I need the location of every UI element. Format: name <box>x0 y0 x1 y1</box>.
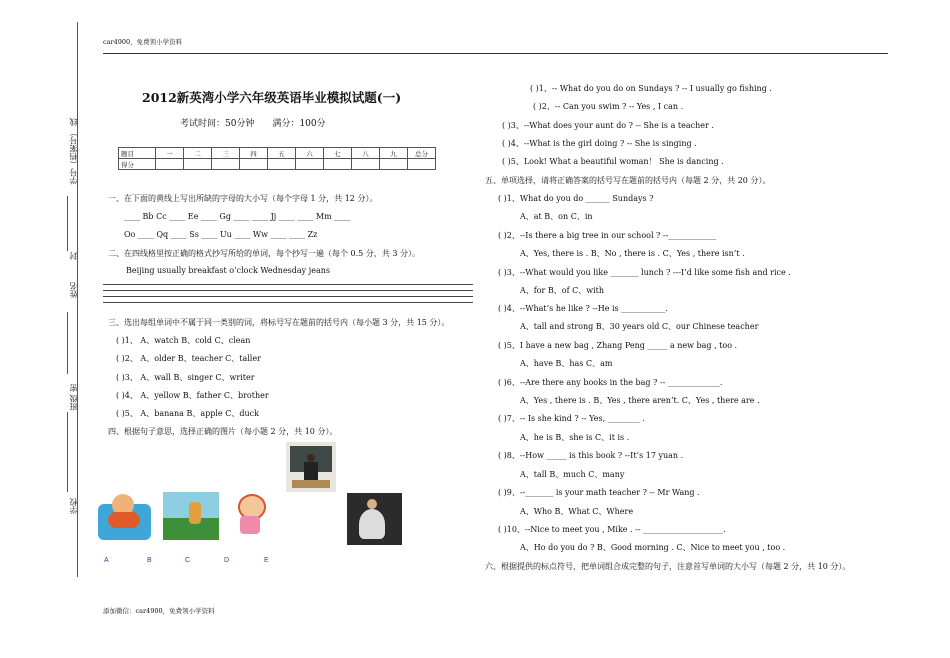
section5-options: A、for B、of C、with <box>520 286 605 295</box>
picture-label-c: C <box>185 557 191 564</box>
binding-rule <box>67 412 68 492</box>
score-table-score-row: 得分 <box>119 159 436 170</box>
binding-name-label: 姓名 <box>69 282 78 298</box>
section5-options: A、tall B、much C、many <box>520 470 625 479</box>
binding-line <box>77 22 78 577</box>
section5-options: A、Yes, there is . B、No , there is . C、Yes , there isn’t . <box>520 249 745 258</box>
picture-label-b: B <box>147 557 152 564</box>
section5-question: ( )9、--_______ is your math teacher ? -- Mr Wang . <box>498 488 700 497</box>
section5-options: A、Who B、What C、Where <box>520 507 634 516</box>
section5-options: A、Ho do you do ? B、Good morning . C、Nice to meet you , too . <box>520 543 786 552</box>
picture-label-a: A <box>104 557 109 564</box>
section4-heading: 四、根据句子意思，选择正确的图片（每小题 2 分，共 10 分）。 <box>108 427 338 436</box>
section4-item: ( )1、-- What do you do on Sundays ? -- I usually go fishing . <box>530 84 772 93</box>
section3-item: ( )2、 A、older B、teacher C、taller <box>116 354 261 363</box>
dancing-woman-picture <box>347 493 402 545</box>
section4-item: ( )4、--What is the girl doing ? -- She is singing . <box>502 139 697 148</box>
top-note: car4900，免费领小学资料 <box>103 38 183 46</box>
bottom-note: 添加微信：car4900，免费领小学资料 <box>103 607 215 615</box>
section4-item: ( )5、Look! What a beautiful woman！ She is dancing . <box>502 157 724 166</box>
section1-line2: Oo ____ Qq ____ Ss ____ Uu ____ Ww ____ ____ Zz <box>124 230 318 239</box>
binding-school-label: 学校 <box>69 498 78 514</box>
section5-question: ( )2、--Is there a big tree in our school ? --____________ <box>498 231 717 240</box>
section5-options: A、have B、has C、am <box>520 359 613 368</box>
section3-item: ( )4、 A、yellow B、father C、brother <box>116 391 269 400</box>
section2-heading: 二、在四线格里按正确的格式抄写所给的单词，每个抄写一遍（每个 0.5 分，共 3 分）。 <box>108 249 420 258</box>
binding-rule <box>67 196 68 251</box>
section5-options: A、Yes , there is . B、Yes , there aren’t. C、Yes , there are . <box>520 396 760 405</box>
picture-label-e: E <box>264 557 269 564</box>
picture-label-d: D <box>224 557 230 564</box>
teacher-picture <box>286 442 336 492</box>
exam-subtitle: 考试时间：50分钟 满分：100分 <box>180 119 326 129</box>
section5-options: A、tall and strong B、30 years old C、our Chinese teacher <box>520 322 759 331</box>
section1-line1: ____ Bb Cc ____ Ee ____ Gg ____ ____ Jj ____ ____ Mm ____ <box>124 212 351 221</box>
fishing-picture <box>163 492 219 540</box>
section4-item: ( )3、--What does your aunt do ? -- She is a teacher . <box>502 121 714 130</box>
section5-question: ( )3、--What would you like _______ lunch ? ---I’d like some fish and rice . <box>498 268 791 277</box>
binding-line2-label: 封 <box>69 252 78 260</box>
section2-words: Beijing usually breakfast o’clock Wednesday jeans <box>126 266 330 275</box>
section3-item: ( )1、 A、watch B、cold C、clean <box>116 336 251 345</box>
section4-item: ( )2、-- Can you swim ? -- Yes , I can . <box>533 102 684 111</box>
section5-heading: 五、单项选择，请将正确答案的括号写在题前的括号内（每题 2 分，共 20 分）。 <box>485 176 771 185</box>
section1-heading: 一、在下面的黄线上写出所缺的字母的大小写（每个字母 1 分，共 12 分）。 <box>108 194 378 203</box>
score-table <box>118 147 436 170</box>
header-rule <box>103 53 888 54</box>
section5-question: ( )10、--Nice to meet you , Mike . -- ____________________. <box>498 525 726 534</box>
swimming-picture <box>98 494 151 540</box>
writing-line <box>103 296 473 297</box>
singing-girl-picture <box>232 494 268 540</box>
writing-line <box>103 290 473 291</box>
section3-heading: 三、选出每组单词中不属于同一类别的词，将标号写在题前的括号内（每小题 3 分，共 15 分）。 <box>108 318 450 327</box>
section3-item: ( )5、 A、banana B、apple C、duck <box>116 409 259 418</box>
writing-line <box>103 302 473 303</box>
score-table-header-row: 题目 一 二 三 四 五 六 七 八 九 总分 <box>119 148 436 159</box>
binding-id-label: 学号（档案号） 线 <box>69 118 78 185</box>
section5-question: ( )5、I have a new bag , Zhang Peng _____ a new bag , too . <box>498 341 738 350</box>
binding-rule <box>67 312 68 374</box>
section5-question: ( )4、--What’s he like ? --He is ___________. <box>498 304 668 313</box>
writing-line <box>103 284 473 285</box>
exam-title: 2012新英湾小学六年级英语毕业模拟试题(一) <box>142 90 402 105</box>
section5-question: ( )6、--Are there any books in the bag ? -- _____________. <box>498 378 723 387</box>
section5-question: ( )7、-- Is she kind ? -- Yes, ________ . <box>498 414 645 423</box>
section5-options: A、at B、on C、in <box>520 212 593 221</box>
section5-question: ( )1、What do you do ______ Sundays ? <box>498 194 654 203</box>
section5-options: A、he is B、she is C、it is . <box>520 433 630 442</box>
section5-question: ( )8、--How _____ is this book ? --It’s 17 yuan . <box>498 451 684 460</box>
section3-item: ( )3、 A、wall B、singer C、writer <box>116 373 255 382</box>
binding-class-label: 班级 密 <box>69 384 78 411</box>
section6-heading: 六、根据提供的标点符号，把单词组合成完整的句子，注意首写单词的大小写（每题 2 分，共 10 分）。 <box>485 562 851 571</box>
